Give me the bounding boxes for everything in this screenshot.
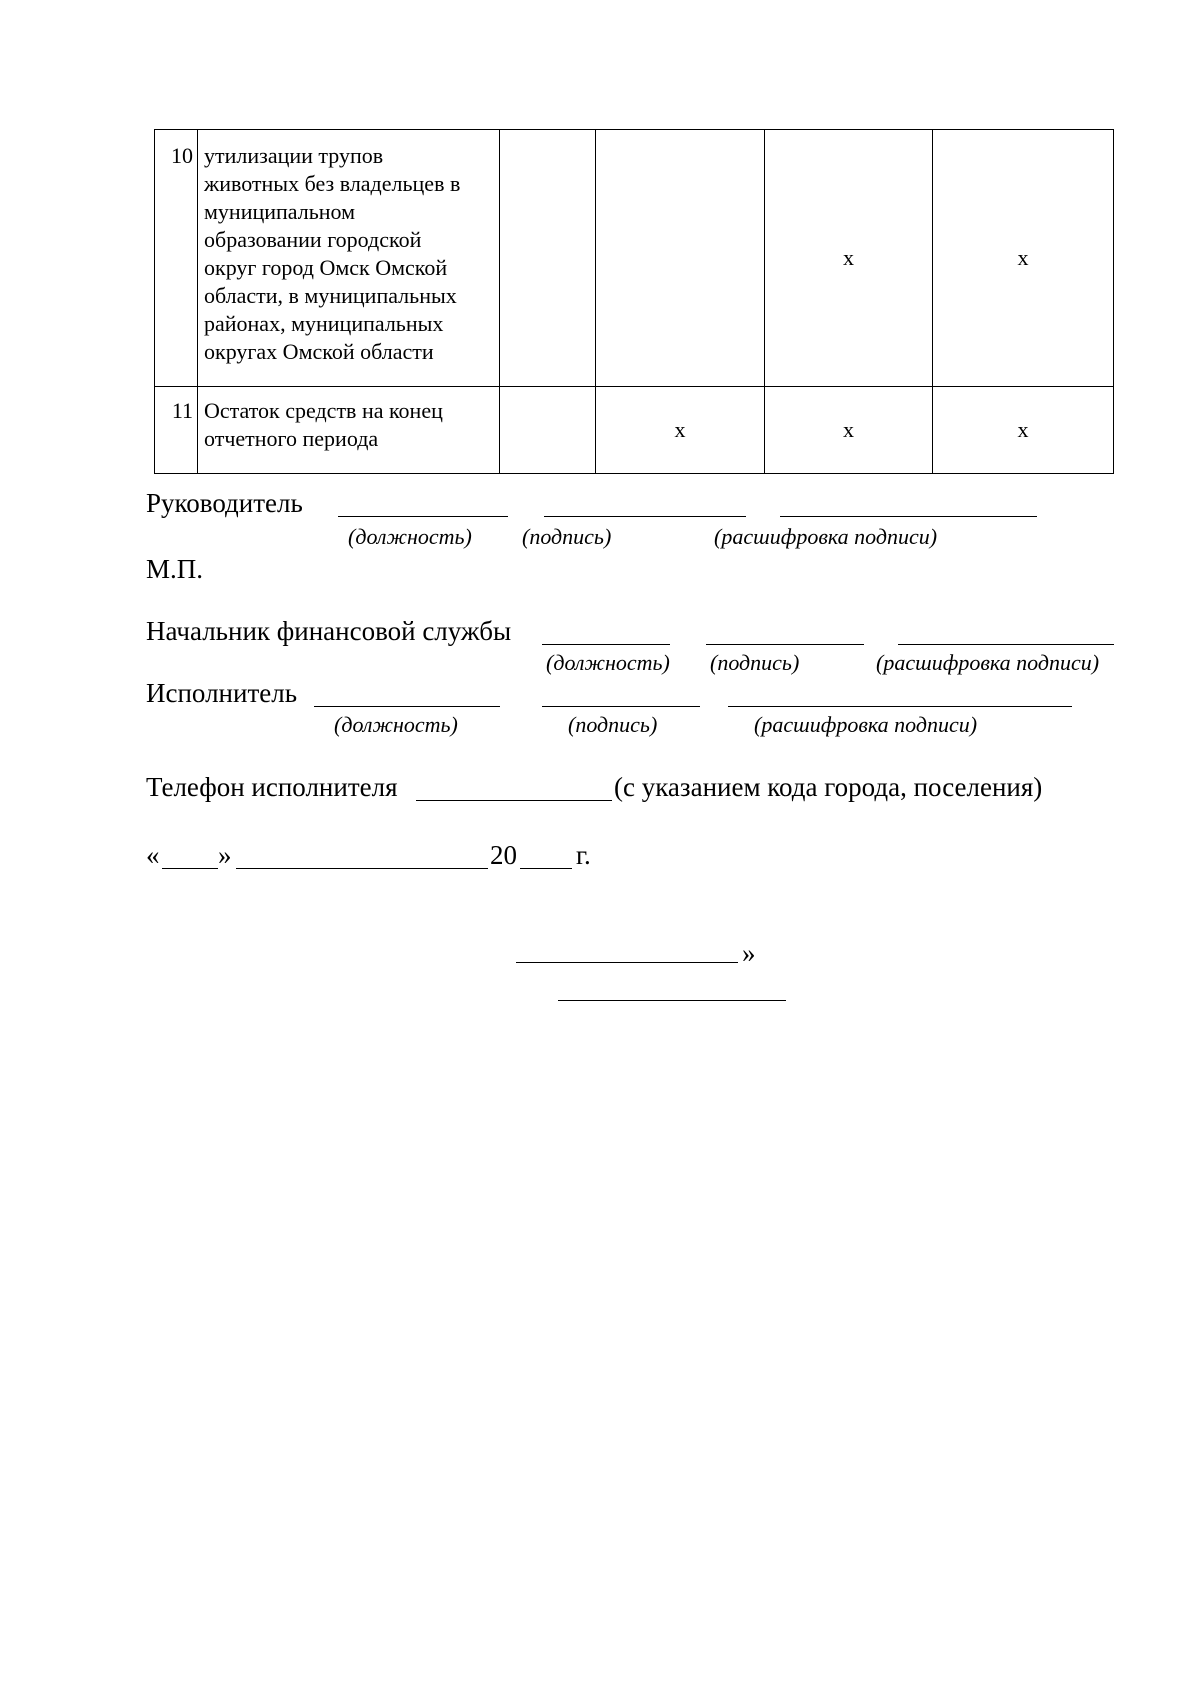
executor-position-line[interactable] xyxy=(314,706,500,707)
row-description-line: образовании городской xyxy=(204,227,422,252)
row-description xyxy=(198,387,500,474)
date-day-line[interactable] xyxy=(162,868,218,869)
phone-note: (с указанием кода города, поселения) xyxy=(614,772,1043,802)
finance-signature-caption: (подпись) xyxy=(710,650,800,675)
table-cell: x xyxy=(596,387,765,474)
executor-label: Исполнитель xyxy=(146,678,298,708)
table-cell: x xyxy=(765,130,933,387)
footer-close-quote: » xyxy=(742,938,756,968)
date-month-line[interactable] xyxy=(236,868,488,869)
row-number: 11 xyxy=(155,387,198,474)
table-cell xyxy=(500,130,596,387)
phone-line[interactable] xyxy=(416,800,612,801)
date-year-line[interactable] xyxy=(520,868,572,869)
table-cell: x xyxy=(765,387,933,474)
finance-signature-line[interactable] xyxy=(706,644,864,645)
executor-signature-caption: (подпись) xyxy=(568,712,658,737)
row-number: 10 xyxy=(155,130,198,387)
table-cell: x xyxy=(933,387,1114,474)
table-row xyxy=(155,387,1114,474)
executor-decoding-line[interactable] xyxy=(728,706,1072,707)
executor-decoding-caption: (расшифровка подписи) xyxy=(754,712,978,737)
date-close-quote: » xyxy=(218,840,232,870)
row-description-line: утилизации трупов xyxy=(204,143,384,168)
stamp-label: М.П. xyxy=(146,554,204,584)
row-description-line: отчетного периода xyxy=(204,426,379,451)
head-signature-line[interactable] xyxy=(544,516,746,517)
row-description-line: области, в муниципальных xyxy=(204,283,457,308)
date-year-prefix: 20 xyxy=(490,840,517,870)
phone-label: Телефон исполнителя xyxy=(146,772,398,802)
row-description-line: районах, муниципальных xyxy=(204,311,444,336)
footer-line xyxy=(516,962,738,963)
head-decoding-caption: (расшифровка подписи) xyxy=(714,524,938,549)
row-description-line: муниципальном xyxy=(204,199,356,224)
finance-decoding-caption: (расшифровка подписи) xyxy=(876,650,1100,675)
head-position-caption: (должность) xyxy=(348,524,472,549)
date-year-suffix: г. xyxy=(576,840,591,870)
finance-head-label: Начальник финансовой службы xyxy=(146,616,512,646)
finance-position-line[interactable] xyxy=(542,644,670,645)
table-row xyxy=(155,130,1114,387)
date-open-quote: « xyxy=(146,840,160,870)
row-description-line: округ город Омск Омской xyxy=(204,255,448,280)
executor-position-caption: (должность) xyxy=(334,712,458,737)
head-decoding-line[interactable] xyxy=(780,516,1037,517)
row-description-line: Остаток средств на конец xyxy=(204,398,443,423)
finance-decoding-line[interactable] xyxy=(898,644,1114,645)
finance-position-caption: (должность) xyxy=(546,650,670,675)
row-description-line: округах Омской области xyxy=(204,339,434,364)
table-cell: x xyxy=(933,130,1114,387)
report-table xyxy=(154,129,1114,474)
table-cell xyxy=(500,387,596,474)
head-label: Руководитель xyxy=(146,488,303,518)
footer-line-2 xyxy=(558,1000,786,1001)
row-description xyxy=(198,130,500,387)
executor-signature-line[interactable] xyxy=(542,706,700,707)
head-position-line[interactable] xyxy=(338,516,508,517)
row-description-line: животных без владельцев в xyxy=(204,171,461,196)
head-signature-caption: (подпись) xyxy=(522,524,612,549)
table-cell xyxy=(596,130,765,387)
